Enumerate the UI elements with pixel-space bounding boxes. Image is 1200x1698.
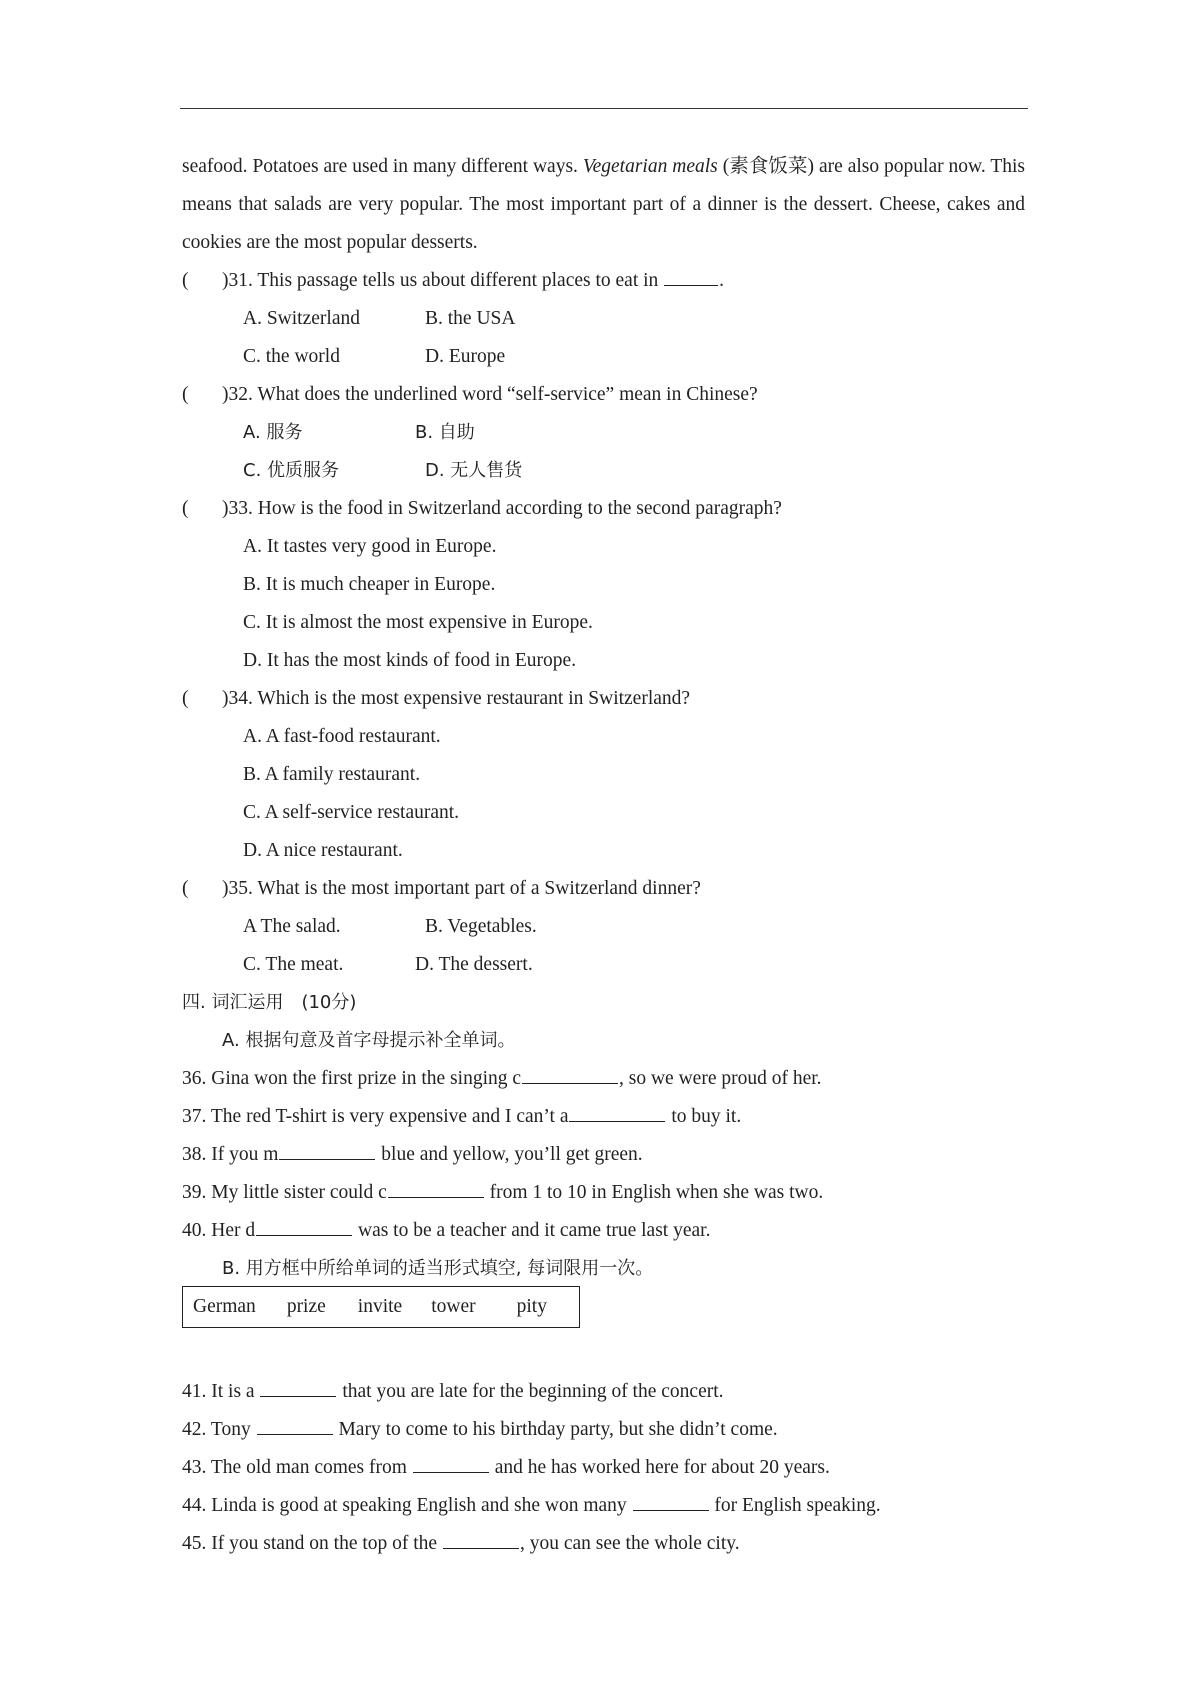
- question-35: [182, 870, 1025, 908]
- fill-item-37: [182, 1098, 1025, 1136]
- answer-paren: (: [182, 270, 189, 291]
- option-b: B. 自助: [415, 422, 475, 443]
- item-text: 37. The red T-shirt is very expensive and I can’t a: [182, 1106, 569, 1127]
- item-text-end: for English speaking.: [709, 1495, 881, 1516]
- answer-blank[interactable]: [260, 1374, 336, 1397]
- option-b: B. Vegetables.: [425, 916, 537, 937]
- fill-item-38: [182, 1136, 1025, 1174]
- item-text-end: and he has worked here for about 20 years.: [489, 1457, 830, 1478]
- option-b: B. A family restaurant.: [243, 764, 421, 785]
- passage-text-1: seafood. Potatoes are used in many different ways.: [182, 156, 583, 177]
- fill-item-44: [182, 1487, 1025, 1525]
- item-text: 44. Linda is good at speaking English and she won many: [182, 1495, 632, 1516]
- word-bank-box: [182, 1286, 580, 1328]
- word-bank-word: German: [193, 1296, 256, 1317]
- word-bank-word: pity: [516, 1296, 547, 1317]
- answer-blank[interactable]: [633, 1488, 709, 1511]
- item-text-end: , so we were proud of her.: [619, 1068, 822, 1089]
- item-text: 41. It is a: [182, 1381, 260, 1402]
- question-32: [182, 376, 1025, 414]
- item-text: 36. Gina won the first prize in the singing c: [182, 1068, 522, 1089]
- option-c: C. A self-service restaurant.: [243, 802, 460, 823]
- question-34: [182, 680, 1025, 718]
- part-a-instruction: A. 根据句意及首字母提示补全单词。: [222, 1030, 516, 1051]
- item-text: 45. If you stand on the top of the: [182, 1533, 442, 1554]
- fill-item-39: [182, 1174, 1025, 1212]
- fill-item-45: [182, 1525, 1025, 1563]
- word-bank-word: invite: [357, 1296, 403, 1317]
- header-rule: [180, 108, 1028, 109]
- item-text: 39. My little sister could c: [182, 1182, 387, 1203]
- fill-item-43: [182, 1449, 1025, 1487]
- option-c: C. 优质服务: [243, 460, 340, 481]
- question-31: [182, 262, 1025, 300]
- answer-blank[interactable]: [256, 1213, 352, 1236]
- question-text: )32. What does the underlined word “self-service” mean in Chinese?: [222, 384, 758, 405]
- question-text: )35. What is the most important part of a Switzerland dinner?: [222, 878, 701, 899]
- answer-blank[interactable]: [664, 263, 718, 286]
- question-text-end: .: [719, 270, 725, 291]
- options-row: [182, 452, 1025, 490]
- options-row: [182, 908, 1025, 946]
- options-row: [182, 338, 1025, 376]
- passage-text-2: (素食饭菜) are also popular now. This means that salads are very popular. The most important part of a dinner is the dessert. Cheese, cakes and cookies are the most popular desserts.: [182, 156, 1025, 253]
- item-text-end: blue and yellow, you’ll get green.: [376, 1144, 643, 1165]
- question-text: )33. How is the food in Switzerland according to the second paragraph?: [222, 498, 782, 519]
- answer-blank[interactable]: [257, 1412, 333, 1435]
- answer-paren: (: [182, 384, 189, 405]
- item-text-end: to buy it.: [666, 1106, 742, 1127]
- answer-paren: (: [182, 688, 189, 709]
- item-text-end: Mary to come to his birthday party, but she didn’t come.: [333, 1419, 778, 1440]
- exam-content: [182, 148, 1025, 1288]
- option-a: A. A fast-food restaurant.: [243, 726, 441, 747]
- item-text: 42. Tony: [182, 1419, 256, 1440]
- option-c: C. the world: [243, 346, 340, 367]
- answer-blank[interactable]: [413, 1450, 489, 1473]
- options-row: [182, 300, 1025, 338]
- option-d: D. It has the most kinds of food in Europe.: [243, 650, 577, 671]
- option-a: A. 服务: [243, 422, 303, 443]
- option-d: D. A nice restaurant.: [243, 840, 403, 861]
- word-bank-word: prize: [286, 1296, 326, 1317]
- question-text: )34. Which is the most expensive restaurant in Switzerland?: [222, 688, 691, 709]
- options-row: [182, 414, 1025, 452]
- item-text-end: was to be a teacher and it came true last year.: [353, 1220, 711, 1241]
- answer-blank[interactable]: [569, 1099, 665, 1122]
- item-text: 38. If you m: [182, 1144, 279, 1165]
- answer-blank[interactable]: [279, 1137, 375, 1160]
- fill-item-36: [182, 1060, 1025, 1098]
- option-b: B. the USA: [425, 308, 516, 329]
- fill-item-41: [182, 1373, 1025, 1411]
- option-d: D. The dessert.: [415, 954, 533, 975]
- answer-paren: (: [182, 878, 189, 899]
- question-33: [182, 490, 1025, 528]
- option-a: A. Switzerland: [243, 308, 360, 329]
- part-b-items: [182, 1373, 1025, 1563]
- section-title: 四. 词汇运用 (10分): [182, 992, 357, 1013]
- option-b: B. It is much cheaper in Europe.: [243, 574, 496, 595]
- passage-paragraph: [182, 148, 1025, 262]
- item-text-end: , you can see the whole city.: [519, 1533, 740, 1554]
- word-bank-word: tower: [431, 1296, 476, 1317]
- option-d: D. 无人售货: [425, 460, 523, 481]
- item-text: 40. Her d: [182, 1220, 256, 1241]
- option-c: C. It is almost the most expensive in Europe.: [243, 612, 593, 633]
- question-text: )31. This passage tells us about different places to eat in: [222, 270, 664, 291]
- option-d: D. Europe: [425, 346, 506, 367]
- item-text-end: that you are late for the beginning of the concert.: [337, 1381, 724, 1402]
- item-text: 43. The old man comes from: [182, 1457, 412, 1478]
- passage-italic-term: Vegetarian meals: [582, 156, 718, 177]
- part-b-instruction: B. 用方框中所给单词的适当形式填空, 每词限用一次。: [222, 1258, 654, 1279]
- answer-paren: (: [182, 498, 189, 519]
- answer-blank[interactable]: [443, 1526, 519, 1549]
- item-text-end: from 1 to 10 in English when she was two.: [484, 1182, 824, 1203]
- fill-item-40: [182, 1212, 1025, 1250]
- option-c: C. The meat.: [243, 954, 344, 975]
- fill-item-42: [182, 1411, 1025, 1449]
- option-a: A The salad.: [243, 916, 341, 937]
- options-row: [182, 946, 1025, 984]
- answer-blank[interactable]: [388, 1175, 484, 1198]
- option-a: A. It tastes very good in Europe.: [243, 536, 497, 557]
- answer-blank[interactable]: [522, 1061, 618, 1084]
